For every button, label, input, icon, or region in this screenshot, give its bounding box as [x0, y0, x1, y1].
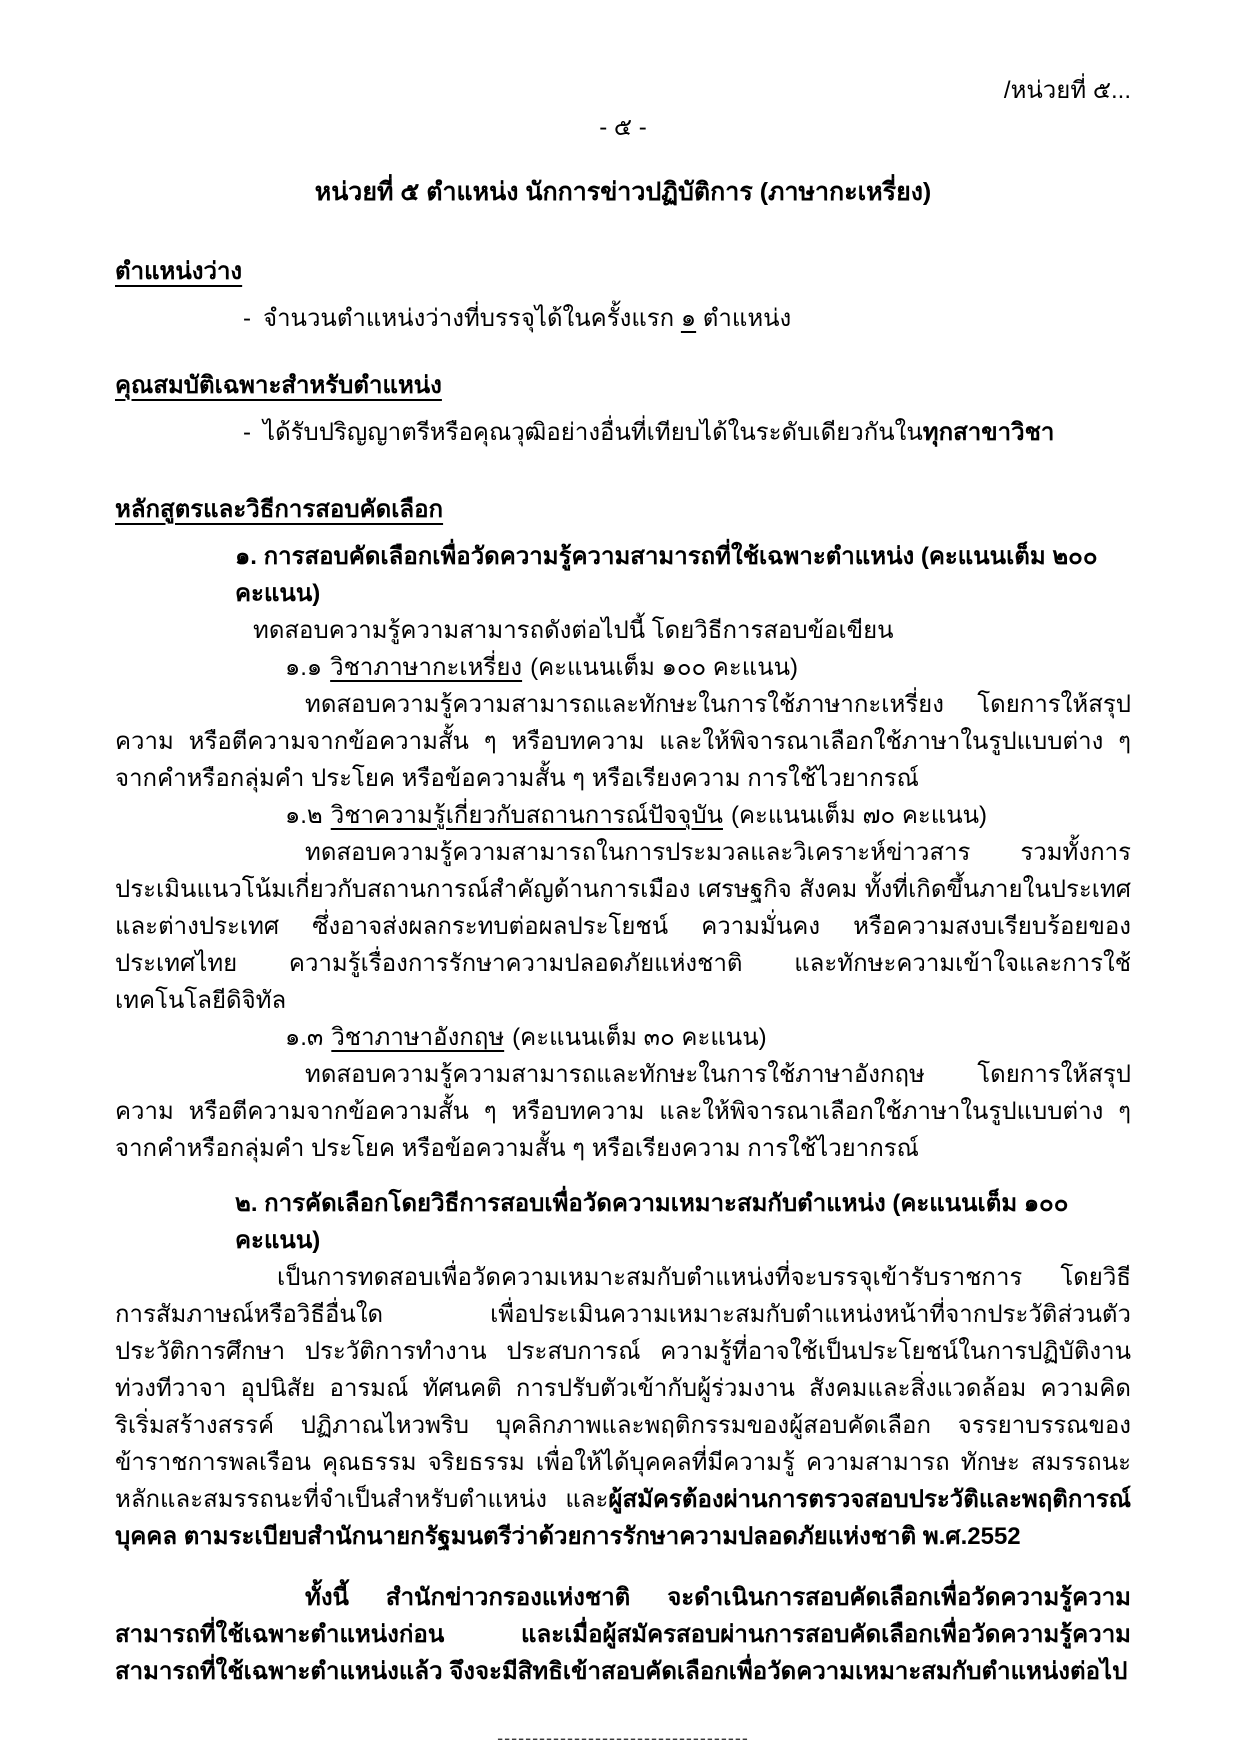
- vacancy-count: ๑: [680, 305, 697, 332]
- subject-1-1-detail: ทดสอบความรู้ความสามารถและทักษะในการใช้ภาษากะเหรี่ยง โดยการให้สรุปความ หรือตีความจากข้อความสั้น ๆ หรือบทความ และให้พิจารณาเลือกใช้ภาษาในรูปแบบต่าง ๆ จากคำหรือกลุ่มคำ ประโยค หรือข้อความสั้น ๆ หรือเรียงความ การใช้ไวยากรณ์: [115, 691, 1131, 792]
- section2-body-bold: ผู้สมัครต้องผ่านการตรวจสอบประวัติและพฤติการณ์บุคคล ตามระเบียบสำนักนายกรัฐมนตรีว่าด้วยการรักษาความปลอดภัยแห่งชาติ พ.ศ.2552: [115, 1486, 1131, 1550]
- qualifications-item-text: ได้รับปริญญาตรีหรือคุณวุฒิอย่างอื่นที่เทียบได้ในระดับเดียวกันใน: [263, 419, 923, 446]
- subject-1-2-number: ๑.๒: [285, 802, 323, 829]
- subject-1-3-number: ๑.๓: [285, 1024, 324, 1051]
- subject-1-2-line: [115, 797, 1131, 834]
- subject-1-1-name: วิชาภาษากะเหรี่ยง: [330, 654, 523, 681]
- qualifications-heading: คุณสมบัติเฉพาะสำหรับตำแหน่ง: [115, 372, 442, 399]
- page-number: - ๕ -: [599, 114, 647, 141]
- vacancy-item-text: จำนวนตำแหน่งว่างที่บรรจุได้ในครั้งแรก: [263, 305, 681, 332]
- vacancy-item-dash: -: [243, 305, 251, 332]
- corner-note: /หน่วยที่ ๕...: [1003, 77, 1131, 104]
- curriculum-heading: หลักสูตรและวิธีการสอบคัดเลือก: [115, 496, 444, 523]
- subject-1-1-score: (คะแนนเต็ม ๑๐๐ คะแนน): [530, 654, 799, 681]
- subject-1-2-score: (คะแนนเต็ม ๗๐ คะแนน): [730, 802, 988, 829]
- vacancy-item-suffix: ตำแหน่ง: [696, 305, 792, 332]
- qualifications-item-dash: -: [243, 419, 251, 446]
- subject-1-2-name: วิชาความรู้เกี่ยวกับสถานการณ์ปัจจุบัน: [330, 802, 723, 829]
- vacancy-item: [115, 300, 1131, 337]
- document-title: หน่วยที่ ๕ ตำแหน่ง นักการข่าวปฏิบัติการ (ภาษากะเหรี่ยง): [314, 178, 932, 206]
- subject-1-3-line: [115, 1019, 1131, 1056]
- qualifications-item-bold: ทุกสาขาวิชา: [922, 419, 1055, 446]
- section2-body: [115, 1259, 1131, 1555]
- section1-title: ๑. การสอบคัดเลือกเพื่อวัดความรู้ความสามารถที่ใช้เฉพาะตำแหน่ง (คะแนนเต็ม ๒๐๐ คะแนน): [235, 543, 1098, 607]
- subject-1-3-detail: ทดสอบความรู้ความสามารถและทักษะในการใช้ภาษาอังกฤษ โดยการให้สรุปความ หรือตีความจากข้อความสั้น ๆ หรือบทความ และให้พิจารณาเลือกใช้ภาษาในรูปแบบต่าง ๆ จากคำหรือกลุ่มคำ ประโยค หรือข้อความสั้น ๆ หรือเรียงความ การใช้ไวยากรณ์: [115, 1061, 1131, 1162]
- qualifications-item: [115, 414, 1131, 451]
- closing-paragraph: ทั้งนี้ สำนักข่าวกรองแห่งชาติ จะดำเนินการสอบคัดเลือกเพื่อวัดความรู้ความสามารถที่ใช้เฉพาะตำแหน่งก่อน และเมื่อผู้สมัครสอบผ่านการสอบคัดเลือกเพื่อวัดความรู้ความสามารถที่ใช้เฉพาะตำแหน่งแล้ว จึงจะมีสิทธิเข้าสอบคัดเลือกเพื่อวัดความเหมาะสมกับตำแหน่งต่อไป: [115, 1584, 1131, 1685]
- footer-divider: ------------------------------------: [497, 1728, 749, 1748]
- subject-1-3-score: (คะแนนเต็ม ๓๐ คะแนน): [512, 1024, 767, 1051]
- section2-body-regular: เป็นการทดสอบเพื่อวัดความเหมาะสมกับตำแหน่งที่จะบรรจุเข้ารับราชการ โดยวิธีการสัมภาษณ์หรือวิธีอื่นใด เพื่อประเมินความเหมาะสมกับตำแหน่งหน้าที่จากประวัติส่วนตัว ประวัติการศึกษา ประวัติการทำงาน ประสบการณ์ ความรู้ที่อาจใช้เป็นประโยชน์ในการปฏิบัติงาน ท่วงทีวาจา อุปนิสัย อารมณ์ ทัศนคติ การปรับตัวเข้ากับผู้ร่วมงาน สังคมและสิ่งแวดล้อม ความคิดริเริ่มสร้างสรรค์ ปฏิภาณไหวพริบ บุคลิกภาพและพฤติกรรมของผู้สอบคัดเลือก จรรยาบรรณของข้าราชการพลเรือน คุณธรรม จริยธรรม เพื่อให้ได้บุคคลที่มีความรู้ ความสามารถ ทักษะ สมรรถนะหลักและสมรรถนะที่จำเป็นสำหรับตำแหน่ง และ: [115, 1264, 1131, 1513]
- subject-1-1-line: [115, 649, 1131, 686]
- vacancy-heading: ตำแหน่งว่าง: [115, 258, 243, 285]
- subject-1-2-detail: ทดสอบความรู้ความสามารถในการประมวลและวิเคราะห์ข่าวสาร รวมทั้งการประเมินแนวโน้มเกี่ยวกับสถานการณ์สำคัญด้านการเมือง เศรษฐกิจ สังคม ทั้งที่เกิดขึ้นภายในประเทศและต่างประเทศ ซึ่งอาจส่งผลกระทบต่อผลประโยชน์ ความมั่นคง หรือความสงบเรียบร้อยของประเทศไทย ความรู้เรื่องการรักษาความปลอดภัยแห่งชาติ และทักษะความเข้าใจและการใช้เทคโนโลยีดิจิทัล: [115, 839, 1131, 1014]
- section1-intro: ทดสอบความรู้ความสามารถดังต่อไปนี้ โดยวิธีการสอบข้อเขียน: [253, 617, 894, 644]
- section2-title: ๒. การคัดเลือกโดยวิธีการสอบเพื่อวัดความเหมาะสมกับตำแหน่ง (คะแนนเต็ม ๑๐๐ คะแนน): [235, 1190, 1069, 1254]
- subject-1-3-name: วิชาภาษาอังกฤษ: [331, 1024, 505, 1051]
- subject-1-1-number: ๑.๑: [285, 654, 323, 681]
